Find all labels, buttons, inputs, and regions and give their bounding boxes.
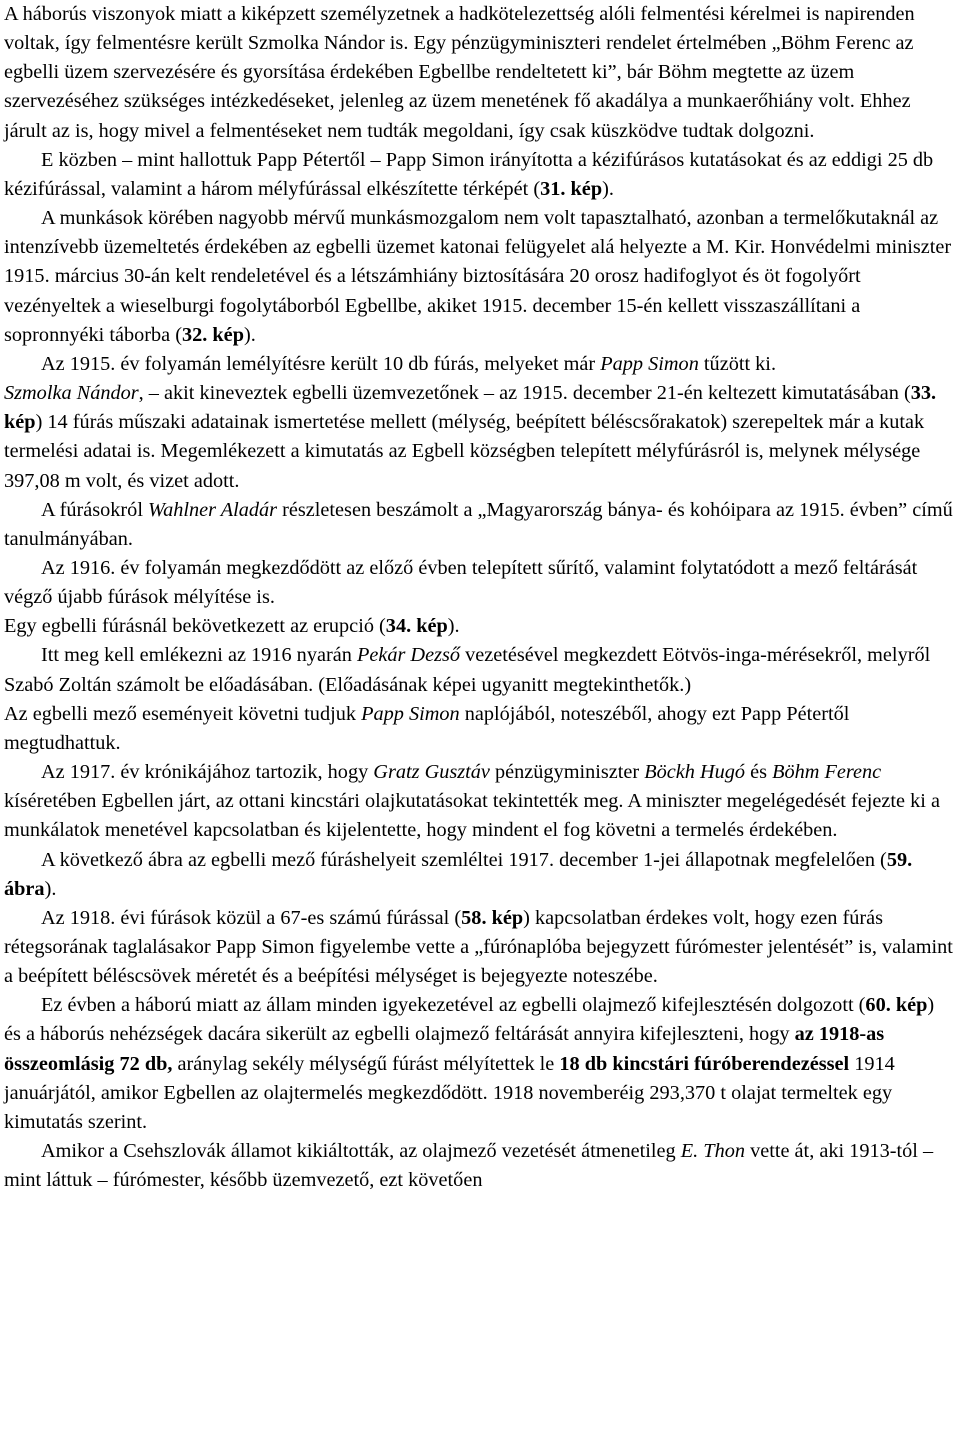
figure-reference: 34. kép: [385, 615, 448, 638]
text-run: ).: [602, 177, 614, 200]
text-run: , – akit kineveztek egbelli üzemvezetőnek – az 1915. december 21-én keltezett kimutatásában (: [138, 382, 911, 405]
person-name: E. Thon: [680, 1140, 745, 1163]
paragraph: [4, 146, 956, 204]
paragraph: [4, 700, 956, 758]
text-run: A munkások körében nagyobb mérvű munkásmozgalom nem volt tapasztalható, azonban a termelőkutaknál az intenzívebb üzemeltetés érdekében az egbelli üzemet katonai felügyelet alá helyezte a M. Kir. Honvédelmi miniszter 1915. március 30-án kelt rendeletével és a létszámhiány biztosítására 20 orosz hadifoglyot és öt fogolyőrt vezényeltek a wieselburgi fogolytáborból Egbellbe, akiket 1915. december 15-én kellett visszaszállítani a sopronnyéki táborba (: [4, 207, 952, 346]
text-run: Az egbelli mező eseményeit követni tudjuk: [4, 702, 362, 725]
text-run: ).: [44, 877, 57, 900]
paragraph: [4, 991, 956, 1137]
figure-reference: 32. kép: [181, 323, 244, 346]
text-run: Ez évben a háború miatt az állam minden igyekezetével az egbelli olajmező kifejlesztésén dolgozott (: [41, 994, 866, 1017]
person-name: Gratz Gusztáv: [373, 761, 490, 784]
text-run: részletesen beszámolt a „Magyarország bánya- és kohóipara az 1915. évben” című tanulmányában.: [4, 498, 953, 550]
text-run: ).: [447, 615, 460, 638]
text-run: naplójából, noteszéből, ahogy ezt Papp Pétertől megtudhattuk.: [4, 702, 850, 754]
person-name: Böhm Ferenc: [772, 761, 882, 784]
text-run: E közben – mint hallottuk Papp Pétertől – Papp Simon irányította a kézifúrásos kutatásokat és az eddigi 25 db kézifúrással, valamint a három mélyfúrással elkészítette térképét (: [4, 148, 934, 200]
paragraph: [4, 350, 956, 379]
person-name: Wahlner Aladár: [148, 498, 278, 521]
figure-reference: 59. ábra: [4, 848, 913, 900]
paragraph: [4, 846, 956, 904]
person-name: Papp Simon: [600, 352, 699, 375]
text-run: ) 14 fúrás műszaki adatainak ismertetése mellett (mélység, beépített béléscsőrakatok) szerepeltek már a kutak termelési adatai is. Megemlékezett a kimutatás az Egbell községben telepített mélyfúrásról is, melynek mélysége 397,08 m volt, és vizet adott.: [4, 411, 925, 492]
paragraph: [4, 641, 956, 699]
paragraph: [4, 554, 956, 612]
person-name: Szmolka Nándor: [4, 382, 139, 405]
text-run: Az 1916. év folyamán megkezdődött az előző évben telepített sűrítő, valamint folytatódott a mező feltárását végző újabb fúrások mélyítése is.: [4, 556, 918, 609]
figure-reference: 60. kép: [865, 994, 928, 1017]
emphasis-text: 18 db kincstári fúróberendezéssel: [559, 1052, 850, 1075]
text-run: Egy egbelli fúrásnál bekövetkezett az erupció (: [4, 615, 386, 638]
emphasis-text: az 1918-as összeomlásig 72 db,: [4, 1023, 885, 1075]
text-run: Az 1917. év krónikájához tartozik, hogy: [41, 761, 374, 784]
text-run: és: [745, 761, 773, 784]
person-name: Papp Simon: [361, 702, 460, 725]
text-run: Az 1918. évi fúrások közül a 67-es számú fúrással (: [41, 906, 462, 929]
paragraph: [4, 496, 956, 554]
person-name: Pekár Dezső: [356, 644, 461, 667]
text-run: ) és a háborús nehézségek dacára sikerült az egbelli olajmező feltárását annyira kifejleszteni, hogy: [4, 994, 935, 1046]
paragraph: [4, 379, 956, 496]
paragraph: [4, 204, 956, 350]
person-name: Böckh Hugó: [644, 761, 746, 784]
text-run: aránylag sekély mélységű fúrást mélyítettek le: [172, 1052, 560, 1075]
text-run: ) kapcsolatban érdekes volt, hogy ezen fúrás rétegsorának taglalásakor Papp Simon figyelembe vette a „fúrónaplóba bejegyzett fúrómester jelentését” is, valamint a beépített béléscsövek méretét és a beépítési mélységet is bejegyezte noteszébe.: [4, 906, 953, 988]
text-run: A háborús viszonyok miatt a kiképzett személyzetnek a hadkötelezettség alóli felmentési kérelmei is napirenden voltak, így felmentésre került Szmolka Nándor is. Egy pénzügyminiszteri rendelet értelmében „Böhm Ferenc az egbelli üzem szervezésére és gyorsítása érdekében Egbellbe rendeltetett ki”, bár Böhm megtette az üzem szervezéséhez szükséges intézkedéseket, jelenleg az üzem menetének fő akadálya a munkaerőhiány volt. Ehhez járult az is, hogy mivel a felmentéseket nem tudták megoldani, így csak küszködve tudtak dolgozni.: [4, 3, 915, 142]
text-run: Az 1915. év folyamán lemélyítésre került 10 db fúrás, melyeket már: [41, 352, 601, 375]
paragraph: [4, 758, 956, 845]
text-run: Itt meg kell emlékezni az 1916 nyarán: [41, 644, 357, 667]
text-run: pénzügyminiszter: [489, 761, 645, 784]
text-run: kíséretében Egbellen járt, az ottani kincstári olajkutatásokat tekintették meg. A miniszter megelégedését fejezte ki a munkálatok menetével kapcsolatban és kijelentette, hogy mindent el fog követni a termelés érdekében.: [4, 790, 940, 842]
text-run: Amikor a Csehszlovák államot kikiáltották, az olajmező vezetését átmenetileg: [41, 1140, 681, 1163]
document-page: [4, 0, 956, 1195]
text-run: A fúrásokról: [41, 498, 149, 521]
text-run: 1914 januárjától, amikor Egbellen az olajtermelés megkezdődött. 1918 novemberéig 293,370 t olajat termeltek egy kimutatás szerint.: [4, 1052, 895, 1133]
paragraph: [4, 0, 956, 146]
text-run: A következő ábra az egbelli mező fúráshelyeit szemléltei 1917. december 1-jei állapotnak megfelelően (: [41, 848, 887, 871]
text-run: tűzött ki.: [698, 352, 777, 375]
figure-reference: 31. kép: [540, 177, 603, 200]
text-run: ).: [243, 323, 256, 346]
text-run: vette át, aki 1913-tól – mint láttuk – fúrómester, később üzemvezető, ezt követően: [4, 1140, 934, 1192]
paragraph: [4, 612, 956, 641]
text-run: vezetésével megkezdett Eötvös-inga-mérésekről, melyről Szabó Zoltán számolt be előadásában. (Előadásának képei ugyanitt megtekinthetők.): [4, 644, 931, 696]
paragraph: [4, 904, 956, 991]
paragraph: [4, 1137, 956, 1195]
figure-reference: 33. kép: [4, 382, 937, 434]
figure-reference: 58. kép: [461, 906, 524, 929]
